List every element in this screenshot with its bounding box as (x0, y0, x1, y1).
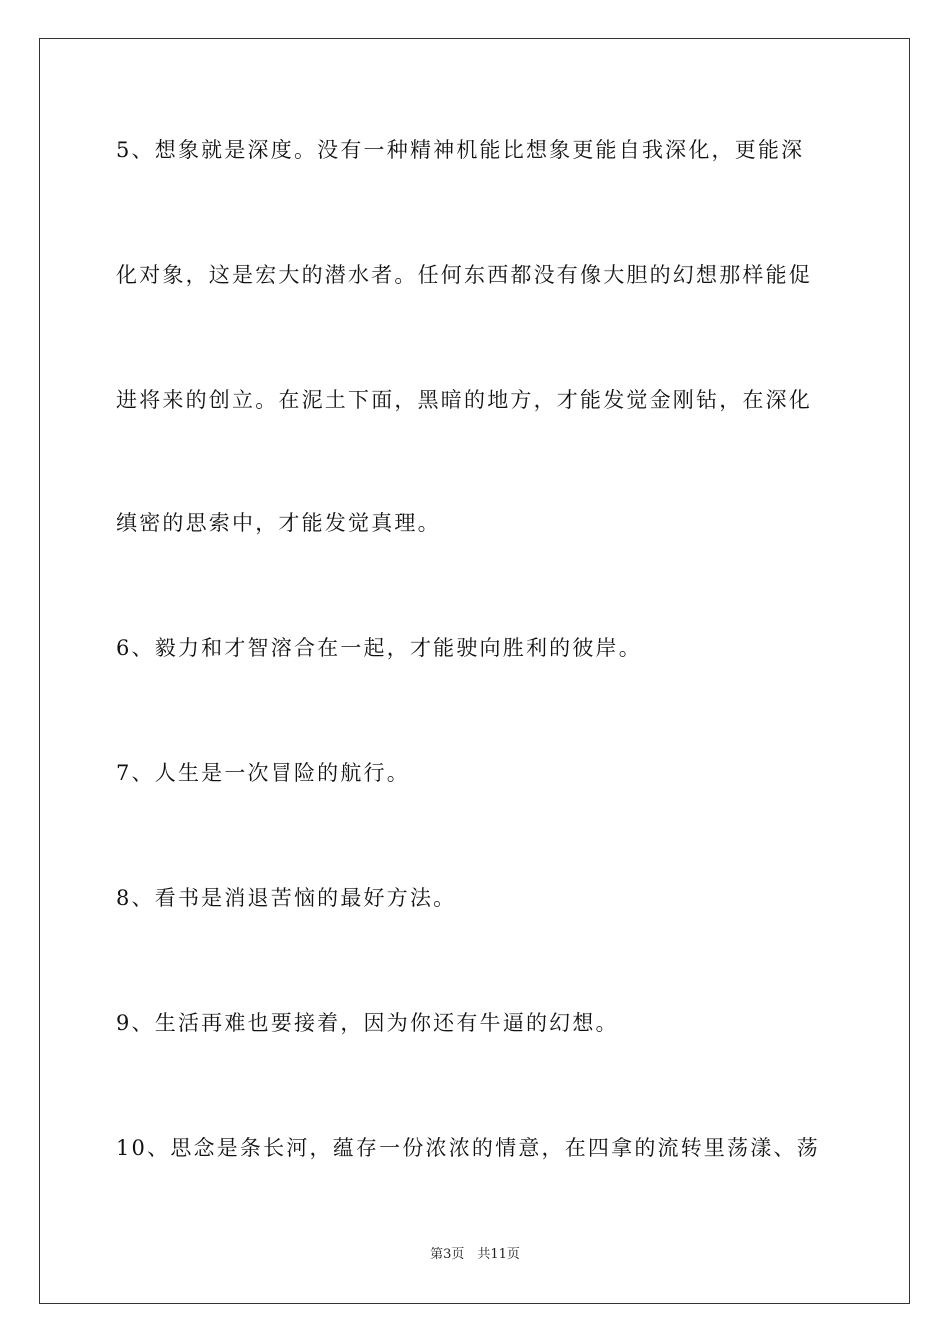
text-line: 7、人生是一次冒险的航行。 (116, 761, 410, 785)
text-line: 9、生活再难也要接着，因为你还有牛逼的幻想。 (116, 1011, 619, 1035)
page-frame (39, 38, 910, 1304)
text-line: 5、想象就是深度。没有一种精神机能比想象更能自我深化，更能深 (116, 138, 805, 162)
text-line: 化对象，这是宏大的潜水者。任何东西都没有像大胆的幻想那样能促 (116, 263, 812, 287)
page-footer: 第3页 共11页 (430, 1247, 520, 1262)
text-line: 缜密的思索中，才能发觉真理。 (116, 511, 441, 535)
text-line: 8、看书是消退苦恼的最好方法。 (116, 886, 457, 910)
text-line: 6、毅力和才智溶合在一起，才能驶向胜利的彼岸。 (116, 636, 642, 660)
text-line: 进将来的创立。在泥土下面，黑暗的地方，才能发觉金刚钻，在深化 (116, 388, 812, 412)
text-line: 10、思念是条长河，蕴存一份浓浓的情意，在四拿的流转里荡漾、荡 (116, 1136, 820, 1160)
